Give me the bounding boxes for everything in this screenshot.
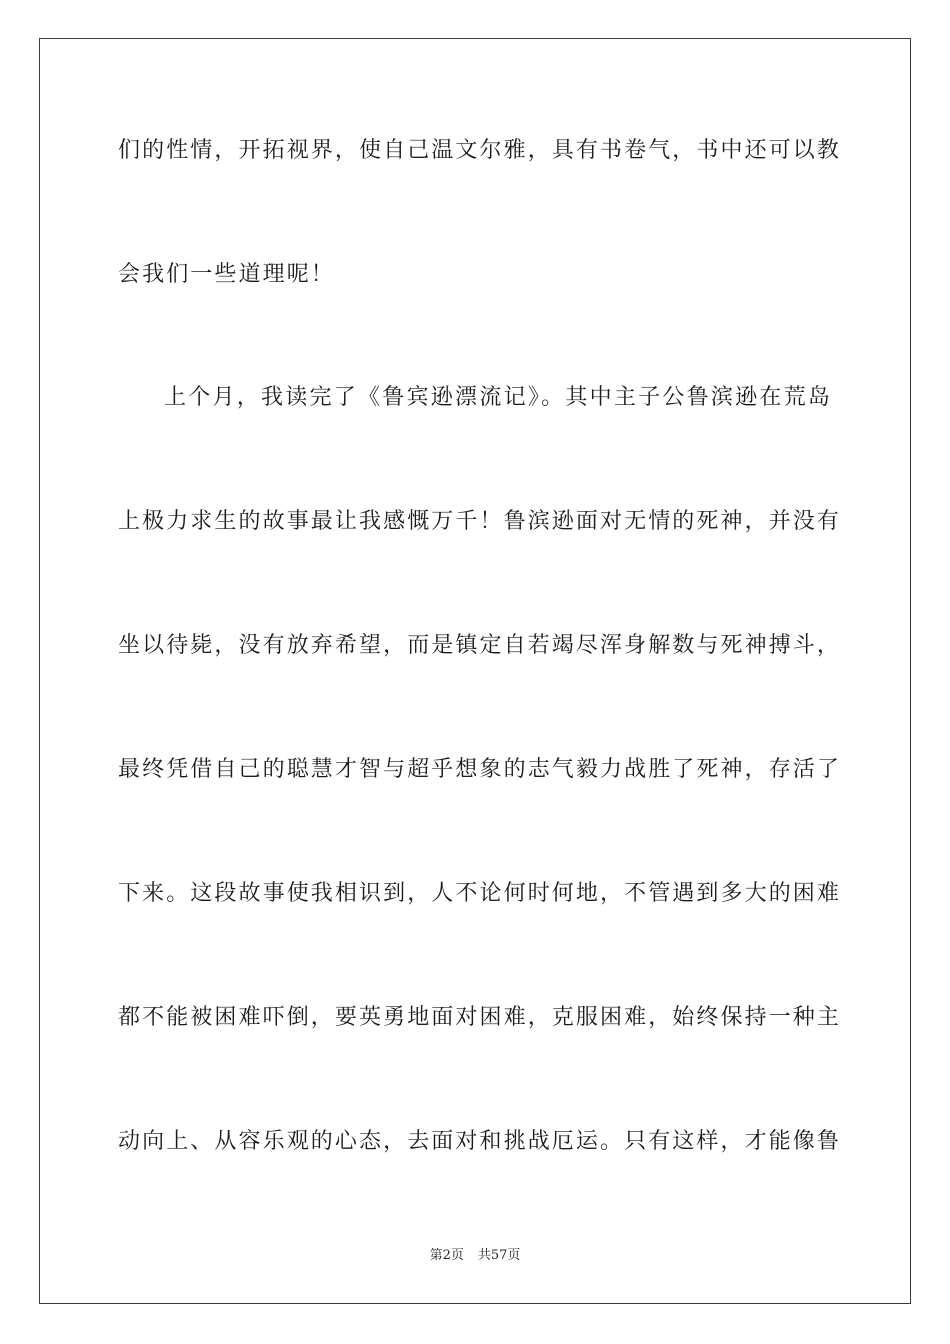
body-text-line: 上极力求生的故事最让我感慨万千！鲁滨逊面对无情的死神，并没有 (118, 509, 842, 534)
body-text-line: 坐以待毙，没有放弃希望，而是镇定自若竭尽浑身解数与死神搏斗， (118, 633, 842, 658)
page-footer (0, 1247, 950, 1265)
body-text-line: 们的性情，开拓视界，使自己温文尔雅，具有书卷气，书中还可以教 (118, 138, 842, 163)
body-text-line: 下来。这段故事使我相识到，人不论何时何地，不管遇到多大的困难 (118, 881, 842, 906)
body-text-line: 最终凭借自己的聪慧才智与超乎想象的志气毅力战胜了死神，存活了 (118, 757, 842, 782)
page-total: 共57页 (477, 1248, 521, 1263)
page-number: 第2页 (429, 1248, 464, 1263)
body-text-line: 会我们一些道理呢！ (118, 262, 335, 287)
body-text-line: 动向上、从容乐观的心态，去面对和挑战厄运。只有这样，才能像鲁 (118, 1129, 842, 1154)
body-text-line: 都不能被困难吓倒，要英勇地面对困难，克服困难，始终保持一种主 (118, 1005, 842, 1030)
page-border (39, 38, 911, 1304)
paragraph-start-line: 上个月，我读完了《鲁宾逊漂流记》。其中主子公鲁滨逊在荒岛 (164, 385, 832, 410)
